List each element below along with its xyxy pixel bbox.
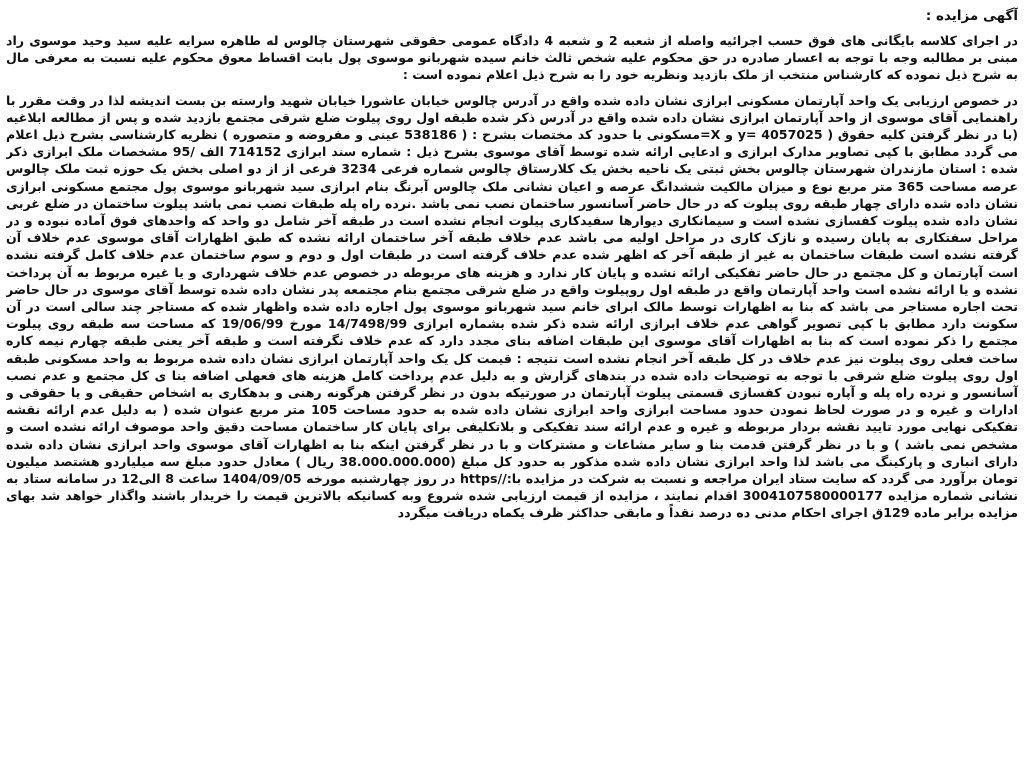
notice-intro-paragraph: در اجرای کلاسه بایگانی های فوق حسب اجرائیه واصله از شعبه 2 و شعبه 4 دادگاه عمومی حقوقی شهرستان چالوس له طاهره سرایه علیه سید وحید موسوی راد مبنی بر مطالبه وجه با توجه به اعسار صادره در حق محکوم علیه شخص ثالث خانم سیده شهربانو موسوی پول بابت اقساط معوق محکوم علیه نسبت به معرفی مال به شرح ذیل نموده که کارشناس منتخب از ملک بازدید ونظریه خود را به شرح ذیل اعلام نموده است : [6, 33, 1018, 83]
auction-notice [6, 4, 1018, 754]
notice-body-paragraph: در خصوص ارزیابی یک واحد آپارتمان مسکونی ابرازی نشان داده شده واقع در آدرس چالوس خیابان عاشورا خیابان شهید وارسته بن بست اندیشه لذا در وقت مقرر با راهنمایی آقای موسوی از واحد آپارتمان ابرازی نشان داده شده واقع در آدرس ذکر شده طبقه اول روی پیلوت ضلع شرقی مجتمع بازدید شده و پس از مطالعه ابلاغیه (با در نظر گرفتن کلیه حقوق ( y= 4057025 و X=مسکونی با حدود کد مختصات بشرح : ( 538186 عینی و مفروضه و متصوره ) نظریه کارشناسی بشرح ذیل اعلام می گردد مطابق با کپی تصاویر مدارک ابرازی و ادعایی ارائه شده توسط آقای موسوی بشرح ذیل : شماره سند ابرازی 714152 الف /95 مشخصات ملک ابرازی ذکر شده : استان مازندران شهرستان چالوس بخش ثبتی یک ناحیه بخش یک کلارستاق چالوس شماره فرعی 3234 فرعی از از دو اصلی بخش یک حوزه ثبت ملک چالوس عرصه مساحت 365 متر مربع نوع و میزان مالکیت ششدانگ عرصه و اعیان نشانی ملک چالوس آبرنگ بنام ابرازی سید شهربانو موسوی پول مجتمع مسکونی ابرازی نشان داده شده دارای چهار طبقه روی پیلوت که در حال حاضر آسانسور ساختمان نصب نمی باشد .نرده راه پله طبقات نصب نمی باشد پیلوت ساختمان در ضلع غربی نشان داده شده پیلوت کفسازی نشده است و سیمانکاری دیوارها سفیدکاری پیلوت انجام نشده است در طبقه آخر شامل دو واحد که واحدهای فوق آماده نبوده و در مراحل سفتکاری به پایان رسیده و نازک کاری در مراحل اولیه می باشد عدم خلاف طبقه آخر ساختمان ارائه نشده که طبق اظهارات آقای موسوی عدم خلاف آن گرفته نشده است طبقات ساختمان به غیر از طبقه آخر که اظهر شده عدم خلاف گرفته است در طبقات اول و دوم و سوم ساختمان عدم خلاف کامل گرفته نشده است آپارتمان و کل مجتمع در حال حاضر تفکیکی ارائه نشده و پایان کار ندارد و هزینه های مربوطه در خصوص عدم خلاف شهرداری و یا غیره مربوط به آن پرداخت نشده و یا ارائه نشده است واحد آپارتمان واقع در طبقه اول روپیلوت واقع در ضلع شرقی مجتمع بنام مجتمعه پدر نشان داده شده توسط آقای موسوی در حال حاضر تحت اجاره مستاجر می باشد که بنا به اظهارات توسط مالک ابرای خانم سید شهربانو موسوی پول اجاره داده شده واظهار شده که مستاجر چند سالی است در آن سکونت دارد مطابق با کپی تصویر گواهی عدم خلاف ابرازی ارائه شده ذکر شده بشماره ابرازی 14/7498/99 مورخ 19/06/99 که مساحت سه طبقه روی پیلوت مجتمع را ذکر نموده است که بنا به اظهارات آقای موسوی این طبقات اضافه بنای مجدد دارد که عدم خلاف نگرفته است و طبقه آخر یعنی طبقه چهارم نیمه کاره ساخت فعلی روی پیلوت نیز عدم خلاف در کل طبقه آخر انجام نشده است نتیجه : قیمت کل یک واحد آپارتمان ابرازی نشان داده شده مربوط به واحد مسکونی طبقه اول روی پیلوت ضلع شرقی با توجه به توضیحات داده شده در بندهای گزارش و به دلیل عدم پرداخت کامل هزینه های فعهلی اضافه بنا ی کل مجتمع و عدم نصب آسانسور و نرده راه پله و آپاره نبودن کفسازی قسمتی پیلوت آپارتمان در صورتیکه بدون در نظر گرفتن هرگونه رهنی و بدهکاری به اشخاص حقیقی و یا حقوقی و ادارات و غیره و در صورت لحاظ نمودن حدود مساحت ابرازی واحد ابرازی نشان داده شده به حدود مساحت 105 متر مربع عنوان شده ( به دلیل عدم ارائه نقشه تفکیکی نهایی مورد تایید نقشه بردار مربوطه و غیره و عدم ارائه سند تفکیکی و بلاتکلیفی برای پایان کار ساختمان مساحت دقیق واحد موصوف ارائه نشده است و مشخص نمی باشد ) و با در نظر گرفتن قدمت بنا و سایر مشاعات و مشترکات و با در نظر گرفتن اینکه بنا به اظهارات آقای موسوی واحد ابرازی نشان داده شده دارای انباری و پارکینگ می باشد لذا واحد ابرازی نشان داده شده مذکور به حدود کل مبلغ (38.000.000.000 ریال ) معادل حدود مبلغ سه میلیاردو هشتصد میلیون تومان برآورد می گردد که سایت ستاد ایران مراجعه و نسبت به شرکت در مزایده با://https در روز چهارشنبه مورخه 1404/09/05 ساعت 8 الی12 در سامانه ستاد به نشانی شماره مزایده 3004107580000177 اقدام نمایند ، مزایده از قیمت ارزیابی شده شروع وبه کسانیکه بالاترین قیمت را خریدار باشند واگذار خواهد شد بهای مزایده برابر ماده 129ق اجرای احکام مدنی ده درصد نقداً و مابقی حداکثر ظرف یکماه دریافت میگردد [6, 92, 1018, 521]
notice-title: آگهی مزایده : [925, 8, 1018, 24]
